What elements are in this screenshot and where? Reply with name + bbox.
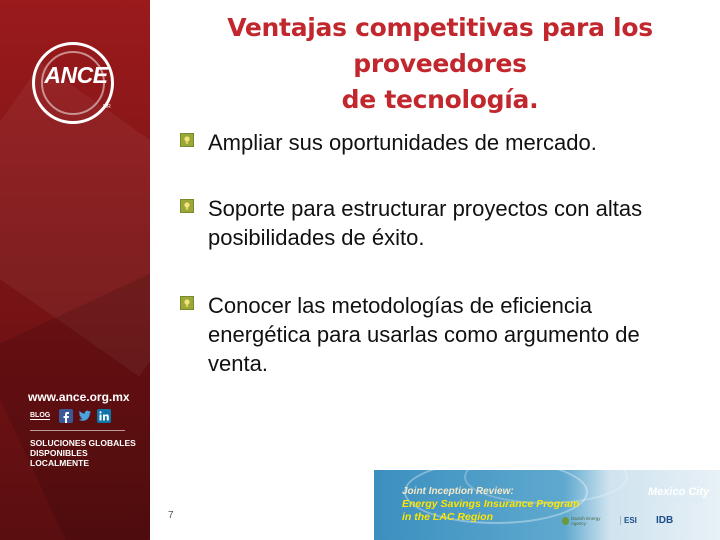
- idb-logo: IDB: [656, 515, 674, 526]
- bullet-item: [180, 291, 698, 378]
- linkedin-icon[interactable]: [96, 408, 111, 423]
- bullet-text: Soporte para estructurar proyectos con altas posibilidades de éxito.: [208, 196, 643, 250]
- page-number: 7: [168, 510, 174, 521]
- esi-logo: ESI: [620, 516, 637, 525]
- slide-title-line2: de tecnología.: [341, 85, 539, 114]
- website-link[interactable]: www.ance.org.mx: [28, 390, 130, 404]
- slide-title: [150, 10, 720, 118]
- danish-energy-agency-logo: [562, 514, 610, 528]
- lightbulb-bullet-icon: [180, 199, 194, 213]
- banner-title-line1: Joint Inception Review:: [402, 486, 514, 497]
- banner-date: MARCH 9-10 2017: [652, 499, 703, 505]
- sidebar: [0, 0, 150, 540]
- bullet-text: Ampliar sus oportunidades de mercado.: [208, 130, 597, 155]
- logo-trademark: MR: [103, 104, 111, 110]
- lightbulb-bullet-icon: [180, 296, 194, 310]
- banner-region: in the LAC Region: [402, 510, 493, 523]
- facebook-icon[interactable]: [58, 408, 73, 423]
- event-banner: [374, 470, 720, 540]
- org1-label: Danish Energy Agency: [570, 516, 601, 526]
- sidebar-divider: [30, 430, 125, 431]
- banner-city: Mexico City: [648, 486, 710, 498]
- bullet-item: [180, 128, 698, 157]
- lightbulb-bullet-icon: [180, 133, 194, 147]
- danish-energy-agency-icon: [562, 517, 569, 525]
- slide-title-line1: Ventajas competitivas para los proveedores: [227, 13, 653, 78]
- bullet-item: [180, 194, 698, 252]
- ance-logo: ANCE: [44, 62, 108, 88]
- banner-program-name: Energy Savings Insurance Program: [402, 498, 580, 510]
- bullet-text: Conocer las metodologías de eficiencia energética para usarlas como argumento de venta.: [208, 293, 640, 376]
- sidebar-tagline: SOLUCIONES GLOBALES DISPONIBLES LOCALMENTE: [30, 438, 136, 468]
- sidebar-facet: [0, 269, 150, 540]
- blog-link[interactable]: BLOG: [30, 411, 51, 419]
- social-links: [30, 408, 111, 423]
- twitter-icon[interactable]: [77, 408, 92, 423]
